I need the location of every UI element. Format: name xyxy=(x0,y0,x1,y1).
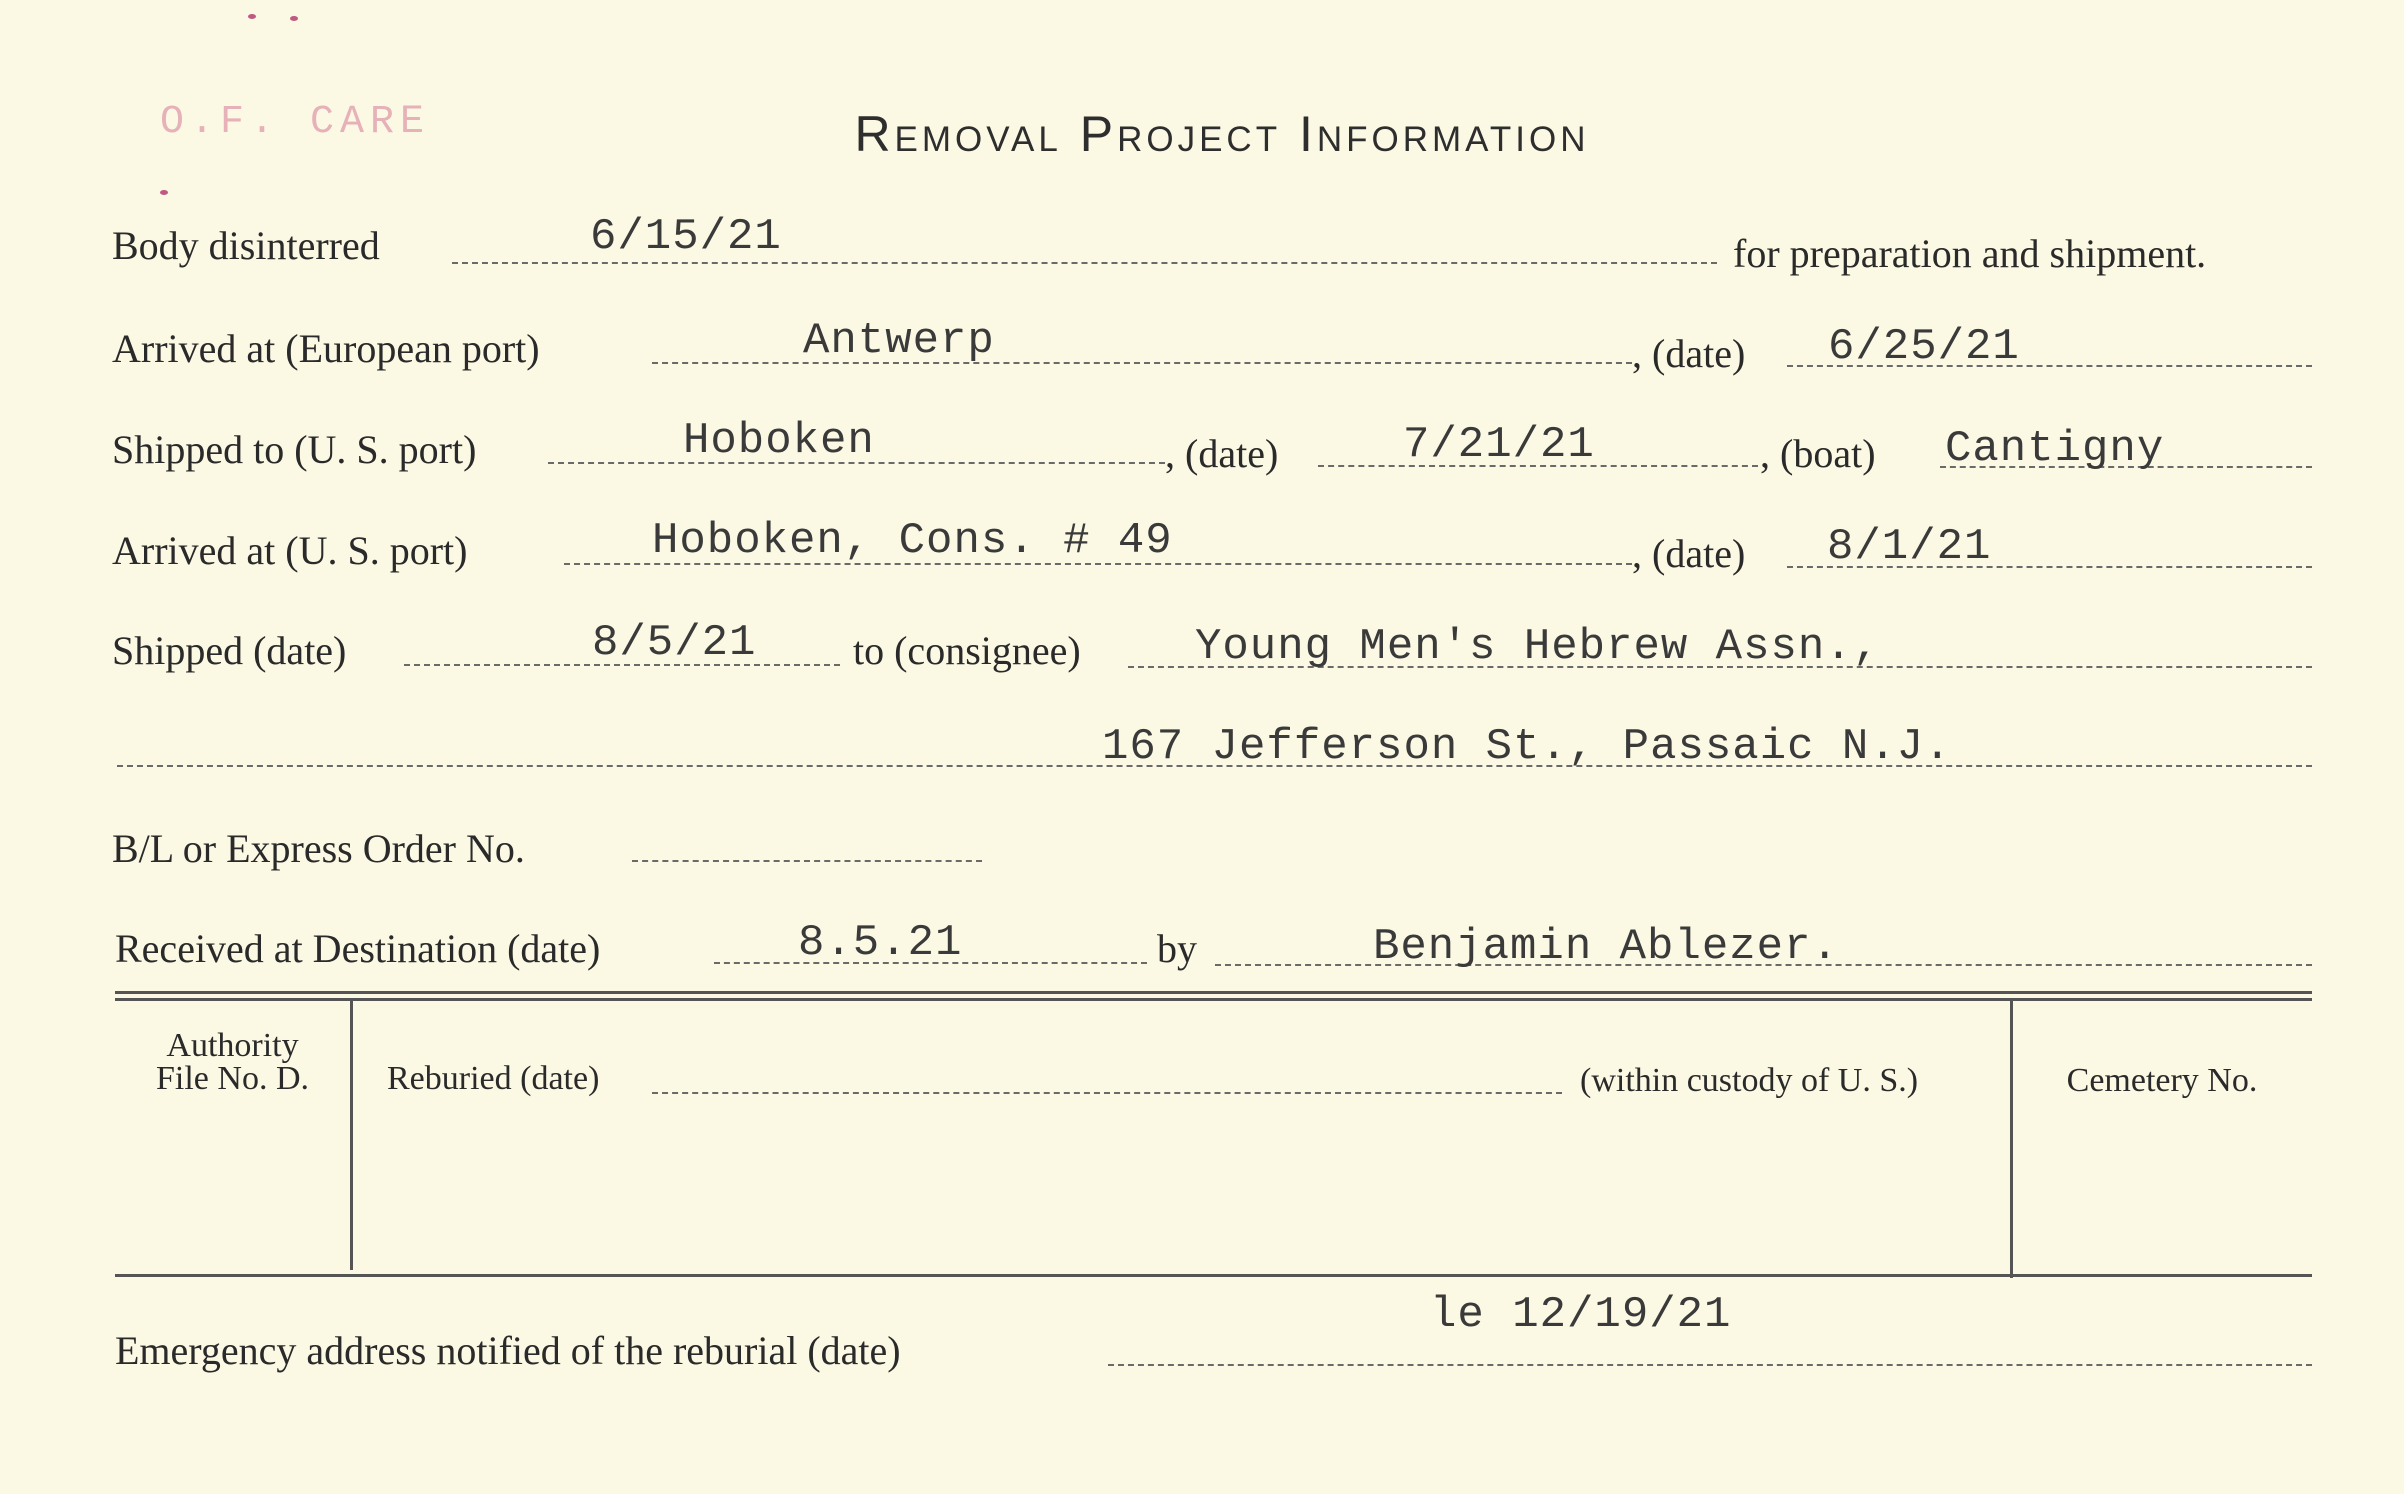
european-port-value: Antwerp xyxy=(803,316,995,366)
european-port-date-value: 6/25/21 xyxy=(1828,322,2020,372)
arrived-european-port-label: Arrived at (European port) xyxy=(112,326,540,371)
arrived-us-date-label: , (date) xyxy=(1632,531,1746,576)
faded-stamp: O.F. CARE xyxy=(160,100,431,145)
box-divider-left xyxy=(350,998,353,1270)
shipped-date-value: 7/21/21 xyxy=(1403,420,1595,470)
bl-express-order-label: B/L or Express Order No. xyxy=(112,826,525,871)
box-divider-right xyxy=(2010,998,2013,1278)
received-date-value: 8.5.21 xyxy=(798,918,963,968)
box-top-rule-1 xyxy=(115,991,2312,994)
emergency-address-label: Emergency address notified of the reburial (date) xyxy=(115,1328,901,1373)
european-port-line xyxy=(652,362,1632,364)
body-disinterred-label: Body disinterred xyxy=(112,223,380,268)
ink-dot xyxy=(290,16,298,21)
european-port-date-label: , (date) xyxy=(1632,331,1746,376)
card-title xyxy=(0,105,2404,163)
box-bottom-rule xyxy=(115,1274,2312,1277)
arrived-us-date-value: 8/1/21 xyxy=(1827,522,1992,572)
shipped-to-us-port-label: Shipped to (U. S. port) xyxy=(112,427,477,472)
shipped-date-row-value: 8/5/21 xyxy=(592,618,757,668)
consignee-address-value: 167 Jefferson St., Passaic N.J. xyxy=(1102,722,1952,772)
body-disinterred-value: 6/15/21 xyxy=(590,212,782,262)
custody-label: (within custody of U. S.) xyxy=(1580,1062,1919,1099)
arrived-us-port-value: Hoboken, Cons. # 49 xyxy=(652,516,1173,566)
title-text: Removal Project Information xyxy=(854,106,1590,162)
ink-dot xyxy=(248,14,256,19)
authority-label-line2: File No. D. xyxy=(156,1060,309,1097)
shipped-date-row-label: Shipped (date) xyxy=(112,628,347,673)
arrived-us-port-label: Arrived at (U. S. port) xyxy=(112,528,468,573)
box-top-rule-2 xyxy=(115,998,2312,1001)
bl-express-order-line xyxy=(632,860,982,862)
received-by-value: Benjamin Ablezer. xyxy=(1373,922,1839,972)
boat-value: Cantigny xyxy=(1945,424,2165,474)
consignee-label: to (consignee) xyxy=(853,628,1081,673)
boat-label: , (boat) xyxy=(1760,431,1876,476)
ink-dot xyxy=(160,190,168,195)
emergency-address-line xyxy=(1108,1364,2312,1366)
consignee-value: Young Men's Hebrew Assn., xyxy=(1195,622,1881,672)
shipped-to-us-port-value: Hoboken xyxy=(683,416,875,466)
preparation-shipment-label: for preparation and shipment. xyxy=(1733,231,2207,276)
shipped-date-label: , (date) xyxy=(1165,431,1279,476)
body-disinterred-line xyxy=(452,262,1717,264)
authority-label-line1: Authority xyxy=(166,1027,299,1064)
received-by-label: by xyxy=(1157,926,1197,971)
cemetery-no-label: Cemetery No. xyxy=(2066,1062,2258,1099)
received-destination-label: Received at Destination (date) xyxy=(115,926,601,971)
reburied-date-label: Reburied (date) xyxy=(387,1060,600,1097)
emergency-address-value: le 12/19/21 xyxy=(1430,1290,1732,1340)
reburied-date-line xyxy=(652,1092,1562,1094)
